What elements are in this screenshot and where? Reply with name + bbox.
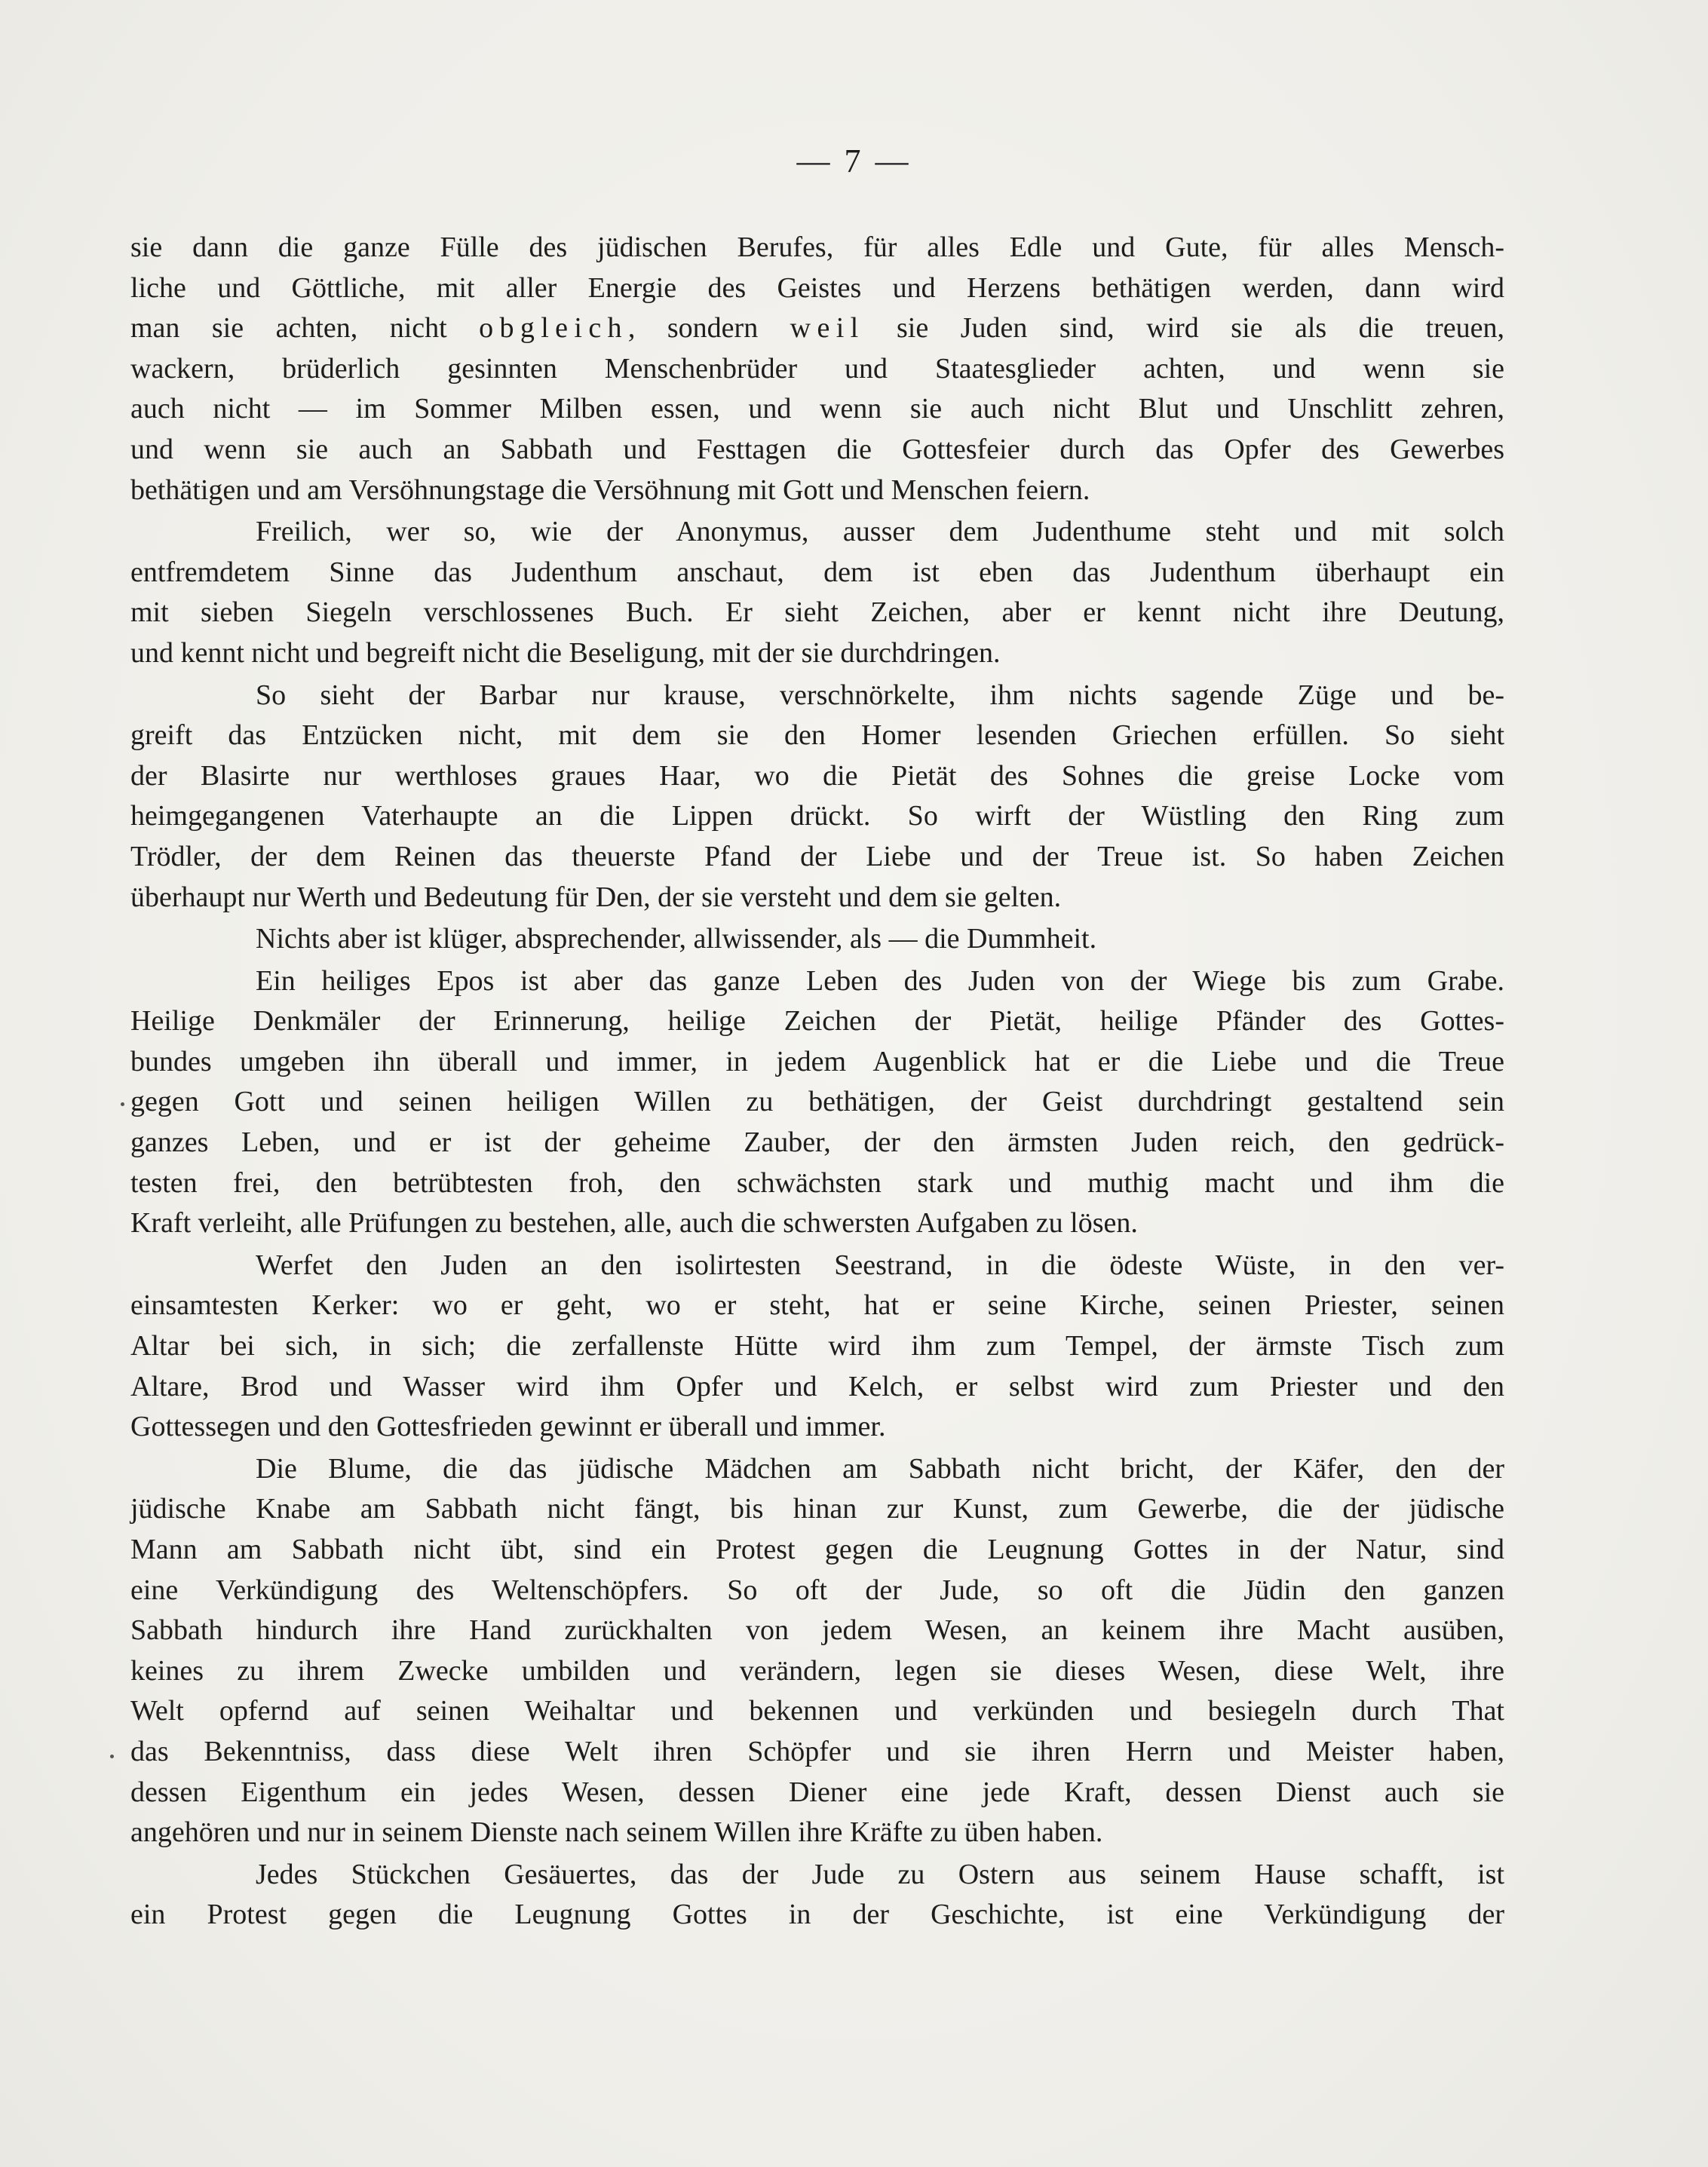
text-line: dessen Eigenthum ein jedes Wesen, dessen Diener eine jede Kraft, dessen Dienst auch sie [130,1776,1504,1808]
text-line: der Blasirte nur werthloses graues Haar, wo die Pietät des Sohnes die greise Locke vom [130,759,1504,792]
text-line: Ein heiliges Epos ist aber das ganze Leben des Juden von der Wiege bis zum Grabe. [256,964,1504,997]
text-line: einsamtesten Kerker: wo er geht, wo er steht, hat er seine Kirche, seinen Priester, seinen [130,1289,1504,1322]
text-line: Mann am Sabbath nicht übt, sind ein Protest gegen die Leugnung Gottes in der Natur, sind [130,1534,1504,1565]
text-line: Gottessegen und den Gottesfrieden gewinnt er überall und immer. [130,1411,886,1443]
text-line: Heilige Denkmäler der Erinnerung, heilige Zeichen der Pietät, heilige Pfänder des Gottes- [130,1005,1504,1038]
body-text [130,228,1504,1936]
text-line: testen frei, den betrübtesten froh, den schwächsten stark und muthig macht und ihm die [130,1166,1504,1199]
text-line: jüdische Knabe am Sabbath nicht fängt, bis hinan zur Kunst, zum Gewerbe, die der jüdische [130,1493,1504,1525]
text-line: bundes umgeben ihn überall und immer, in jedem Augenblick hat er die Liebe und die Treue [130,1045,1504,1077]
paragraph [130,1449,1504,1853]
text-line: angehören und nur in seinem Dienste nach seinem Willen ihre Kräfte zu üben haben. [130,1816,1103,1849]
text-line: Trödler, der dem Reinen das theuerste Pfand der Liebe und der Treue ist. So haben Zeichen [130,840,1504,872]
text-line: mit sieben Siegeln verschlossenes Buch. Er sieht Zeichen, aber er kennt nicht ihre Deutung, [130,596,1504,629]
text-segment: , sondern [627,312,790,345]
paragraph [130,919,1504,960]
text-line: Freilich, wer so, wie der Anonymus, ausser dem Judenthume steht und mit solch [256,516,1504,548]
text-line: ein Protest gegen die Leugnung Gottes in der Geschichte, ist eine Verkündigung der [130,1899,1504,1931]
text-line: Welt opfernd auf seinen Weihaltar und bekennen und verkünden und besiegeln durch That [130,1695,1504,1727]
paragraph [130,512,1504,673]
text-line: greift das Entzücken nicht, mit dem sie den Homer lesenden Griechen erfüllen. So sieht [130,719,1504,752]
text-line: keines zu ihrem Zwecke umbilden und verändern, legen sie dieses Wesen, diese Welt, ihre [130,1654,1504,1687]
paragraph [130,1855,1504,1936]
text-line: und kennt nicht und begreift nicht die Beseligung, mit der sie durchdringen. [130,636,1001,669]
text-line: das Bekenntniss, dass diese Welt ihren Schöpfer und sie ihren Herrn und Meister haben, [130,1735,1504,1767]
text-line: entfremdetem Sinne das Judenthum anschaut, dem ist eben das Judenthum überhaupt ein [130,556,1504,588]
paragraph [130,961,1504,1244]
text-segment: man sie achten, nicht [130,312,480,345]
text-line: Werfet den Juden an den isolirtesten Seestrand, in die ödeste Wüste, in den ver- [256,1249,1504,1281]
text-line: Die Blume, die das jüdische Mädchen am Sabbath nicht bricht, der Käfer, den der [256,1452,1504,1485]
paragraph [130,228,1504,510]
text-line: Altar bei sich, in sich; die zerfallenste Hütte wird ihm zum Tempel, der ärmste Tisch zum [130,1330,1504,1362]
text-segment: sie Juden sind, wird sie als die treuen, [864,312,1504,345]
text-line: So sieht der Barbar nur krause, verschnörkelte, ihm nichts sagende Züge und be- [256,679,1504,711]
text-line: Kraft verleiht, alle Prüfungen zu bestehen, alle, auch die schwersten Aufgaben zu lösen. [130,1207,1138,1240]
text-line: Jedes Stückchen Gesäuertes, das der Jude zu Ostern aus seinem Hause schafft, ist [256,1858,1504,1890]
text-line: wackern, brüderlich gesinnten Menschenbrüder und Staatesglieder achten, und wenn sie [130,352,1504,385]
text-line: überhaupt nur Werth und Bedeutung für Den, der sie versteht und dem sie gelten. [130,881,1062,913]
emphasized-word: weil [790,312,865,345]
text-line: Nichts aber ist klüger, absprechender, allwissender, als — die Dummheit. [256,923,1097,955]
paragraph [130,1246,1504,1448]
text-line: und wenn sie auch an Sabbath und Festtagen die Gottesfeier durch das Opfer des Gewerbes [130,433,1504,465]
text-line: Sabbath hindurch ihre Hand zurückhalten von jedem Wesen, an keinem ihre Macht ausüben, [130,1614,1504,1647]
text-line: ganzes Leben, und er ist der geheime Zauber, der den ärmsten Juden reich, den gedrück- [130,1126,1504,1159]
emphasized-word: obgleich [479,312,628,345]
text-line: auch nicht — im Sommer Milben essen, und wenn sie auch nicht Blut und Unschlitt zehren, [130,393,1504,425]
text-line: liche und Göttliche, mit aller Energie des Geistes und Herzens bethätigen werden, dann wird [130,271,1504,304]
text-line [130,308,1504,349]
text-line: bethätigen und am Versöhnungstage die Versöhnung mit Gott und Menschen feiern. [130,474,1090,506]
text-line: sie dann die ganze Fülle des jüdischen Berufes, für alles Edle und Gute, für alles Mensch- [130,231,1504,263]
text-line: gegen Gott und seinen heiligen Willen zu bethätigen, der Geist durchdringt gestaltend sein [130,1086,1504,1118]
text-line: Altare, Brod und Wasser wird ihm Opfer und Kelch, er selbst wird zum Priester und den [130,1370,1504,1402]
scan-speck [110,1755,114,1758]
text-line: eine Verkündigung des Weltenschöpfers. So oft der Jude, so oft die Jüdin den ganzen [130,1574,1504,1606]
paragraph [130,676,1504,918]
page-number: — 7 — [796,143,912,179]
text-line: heimgegangenen Vaterhaupte an die Lippen drückt. So wirft der Wüstling den Ring zum [130,800,1504,832]
scan-speck [121,1102,124,1106]
